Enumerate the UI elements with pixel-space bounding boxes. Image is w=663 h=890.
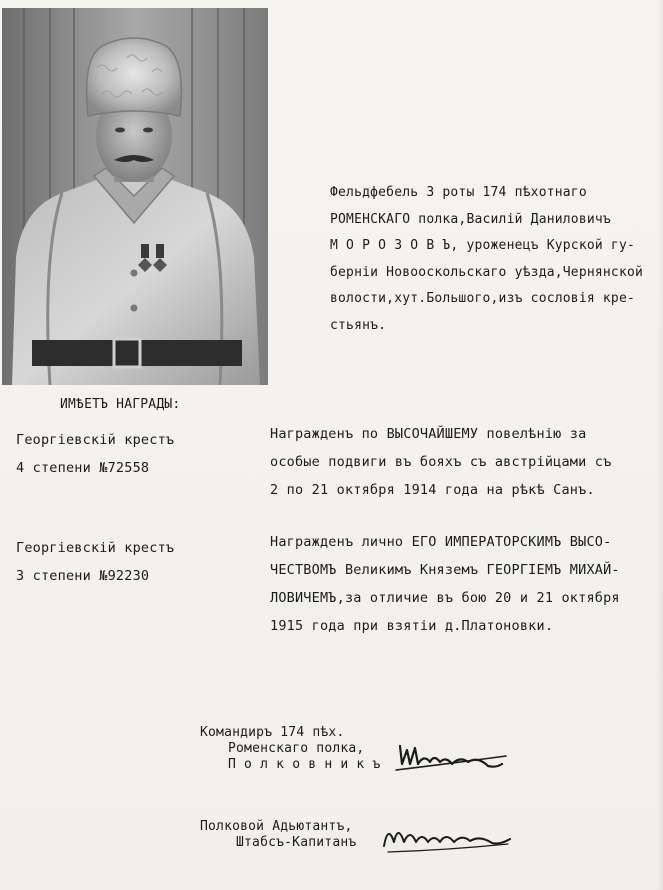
intro-line: РОМЕНСКАГО полка,Василій Даниловичъ bbox=[330, 211, 611, 227]
signatory-line: Полковой Адьютантъ, bbox=[200, 819, 353, 834]
award-name bbox=[16, 542, 174, 598]
award-description-line: ЛОВИЧЕМЪ,за отличие въ бою 20 и 21 октября bbox=[270, 590, 620, 606]
award-name bbox=[16, 434, 174, 490]
adjutant-signatory-block bbox=[200, 820, 356, 852]
adjutant-handwritten-signature bbox=[378, 818, 518, 858]
page-edge-shadow bbox=[657, 0, 663, 890]
signatory-line: Командиръ 174 пѣх. bbox=[200, 725, 345, 740]
award-description-line: ЧЕСТВОМЪ Великимъ Княземъ ГЕОРГІЕМЪ МИХАЙ- bbox=[270, 562, 620, 578]
award-description-line: 2 по 21 октября 1914 года на рѣкѣ Санъ. bbox=[270, 482, 595, 498]
award-name-line: Георгіевскій крестъ bbox=[16, 432, 175, 448]
award-description-line: Награжденъ по ВЫСОЧАЙШЕМУ повелѣнію за bbox=[270, 426, 587, 442]
award-description bbox=[270, 536, 620, 648]
award-name-line: 4 степени №72558 bbox=[16, 460, 150, 476]
signatory-line: Роменскаго полка, bbox=[228, 741, 365, 756]
intro-line: волости,хут.Большого,изъ сословія кре- bbox=[330, 291, 636, 306]
intro-paragraph bbox=[330, 186, 643, 345]
award-description-line: особые подвиги въ бояхъ съ австрійцами съ bbox=[270, 454, 612, 470]
soldier-portrait-photo bbox=[2, 8, 268, 385]
signatory-line: П о л к о в н и к ъ bbox=[228, 757, 381, 772]
intro-line: Фельдфебель 3 роты 174 пѣхотнаго bbox=[330, 185, 587, 200]
intro-line: М О Р О З О В Ъ, уроженецъ Курской гу- bbox=[330, 238, 636, 253]
intro-line: берніи Новооскольскаго уѣзда,Чернянской bbox=[330, 264, 644, 280]
award-name-line: Георгіевскій крестъ bbox=[16, 540, 175, 556]
commander-signatory-block bbox=[200, 726, 381, 774]
intro-line: стьянъ. bbox=[330, 317, 387, 333]
commander-handwritten-signature bbox=[392, 728, 522, 778]
signatory-line: Штабсъ-Капитанъ bbox=[236, 835, 357, 850]
awards-heading: ИМѢЕТЪ НАГРАДЫ: bbox=[60, 397, 181, 412]
award-name-line: 3 степени №92230 bbox=[16, 568, 150, 584]
award-description-line: 1915 года при взятіи д.Платоновки. bbox=[270, 618, 554, 634]
award-description bbox=[270, 428, 611, 512]
award-description-line: Награжденъ лично ЕГО ИМПЕРАТОРСКИМЪ ВЫСО- bbox=[270, 534, 612, 550]
